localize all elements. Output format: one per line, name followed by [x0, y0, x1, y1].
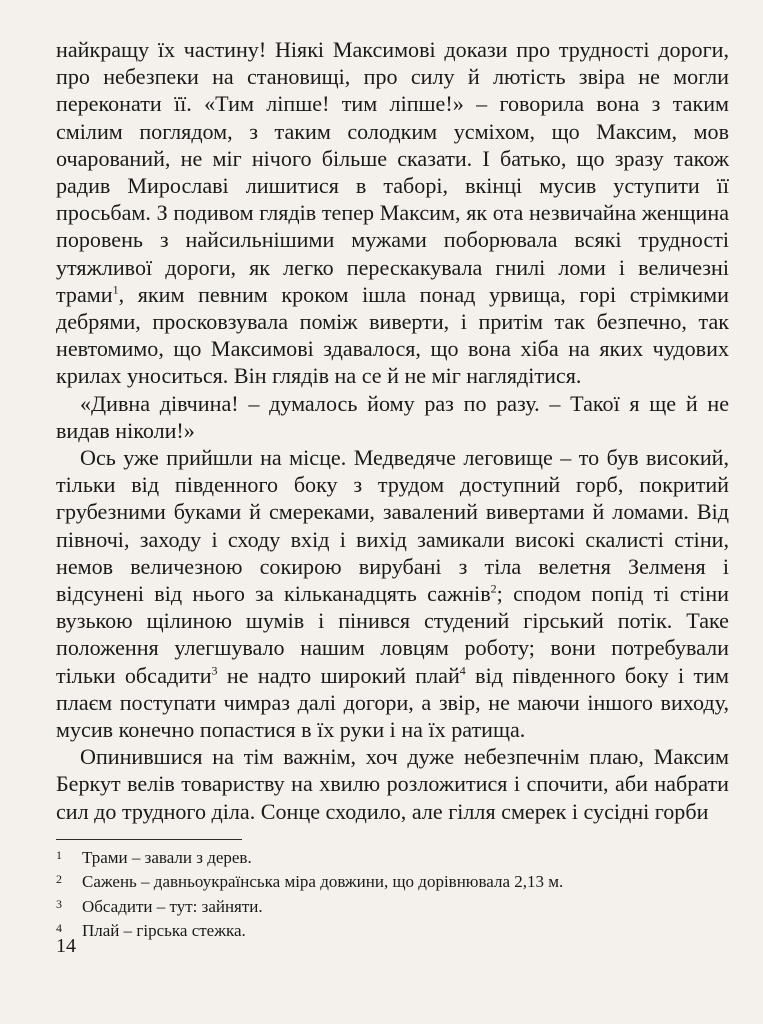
page-number: 14 [56, 935, 76, 957]
footnote-text: Трами – завали з дерев. [82, 847, 252, 867]
footnote-number: 3 [56, 896, 62, 911]
paragraph: Опинившися на тім важнім, хоч дуже небезпечнім плаю, Максим Беркут велів товариству на хвилю розложитися і спочити, аби набрати сил до трудного діла. Сонце сходило, але гілля смерек і сусідні горби [56, 744, 729, 824]
footnote [56, 870, 729, 895]
footnote-ref: 3 [211, 663, 218, 678]
footnote-number: 2 [56, 872, 62, 887]
footnote-number: 1 [56, 847, 62, 862]
paragraph: найкращу їх частину! Ніякі Максимові докази про трудності дороги, про небезпеки на становищі, про силу й лютість звіра не могли переконати її. «Тим ліпше! тим ліпше!» – говорила вона з таким смілим поглядом, з таким солодким усміхом, що Максим, мов очарований, не міг нічого більше сказати. І батько, що зразу також радив Мирославі лишитися в таборі, вкінці мусив уступити її просьбам. З подивом глядів тепер Максим, як ота незвичайна женщина поровень з найсильнішими мужами поборювала всякі трудності утяжливої дороги, як легко перескакувала гнилі ломи і величезні трами$^1$, яким певним кроком ішла понад урвища, горі стрімкими дебрями, просковзувала поміж виверти, і притім так безпечно, так невтомимо, що Максимові здавалося, що вона хіба на яких чудових крилах уноситься. Він глядів на се й не міг наглядітися. [56, 37, 729, 389]
footnote [56, 846, 729, 871]
footnote-ref: 4 [459, 663, 466, 678]
footnote [56, 895, 729, 920]
footnotes [56, 846, 729, 944]
main-text [56, 36, 729, 825]
paragraph: «Дивна дівчина! – думалось йому раз по разу. – Такої я ще й не видав ніколи!» [56, 390, 729, 443]
footnote-divider [56, 839, 242, 840]
footnote-ref: 1 [112, 282, 119, 297]
paragraph: Ось уже прийшли на місце. Медведяче леговище – то був високий, тільки від південного боку з трудом доступний горб, покритий грубезними буками й смереками, завалений вивертами й ломами. Від півночі, заходу і сходу вхід і вихід замикали високі скалисті стіни, немов величезною сокирою вирубані з тіла велетня Зелменя і відсунені від нього за кільканадцять сажнів$^2$; сподом попід ті стіни вузькою щілиною шумів і пінився студений гірський потік. Таке положення улегшувало нашим ловцям роботу; вони потребували тільки обсадити$^3$ не надто широкий плай$^4$ від південного боку і тим плаєм поступати чимраз далі догори, а звір, не маючи іншого виходу, мусив конечно попастися в їх руки і на їх ратища. [56, 445, 729, 743]
footnote-text: Плай – гірська стежка. [82, 921, 246, 941]
footnote-text: Обсадити – тут: зайняти. [82, 896, 263, 916]
footnote-text: Сажень – давньоукраїнська міра довжини, що дорівнювала 2,13 м. [82, 872, 564, 892]
footnote [56, 919, 729, 944]
footnote-number: 4 [56, 921, 62, 936]
footnote-ref: 2 [490, 581, 497, 596]
